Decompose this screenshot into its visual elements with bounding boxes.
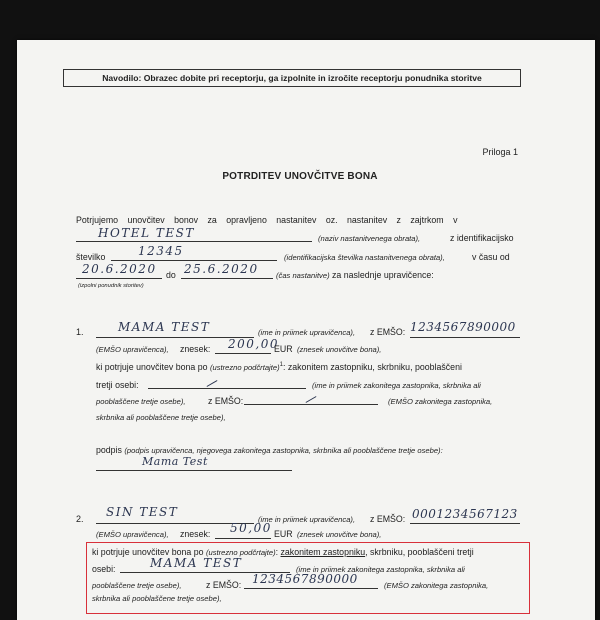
entry-1-number: 1.	[76, 327, 84, 337]
period-label: v času od	[472, 252, 510, 262]
entry-2-confirm-colon: :	[275, 547, 279, 557]
entry-2-guardian-emso-field[interactable]	[244, 588, 378, 589]
id-label: z identifikacijsko	[450, 233, 514, 243]
id-hint: (identifikacijska številka nastanitvenega obrata),	[284, 253, 445, 262]
entry-2-guardian-emso-handwritten: 1234567890000	[252, 572, 358, 586]
intro-line-1: Potrjujemo unovčitev bonov za opravljeno nastanitev oz. nastanitev z zajtrkom v	[76, 215, 458, 225]
entry-1-guardian-emso-hint: (EMŠO zakonitega zastopnika,	[388, 397, 493, 406]
entry-2-number: 2.	[76, 514, 84, 524]
entry-1-guardian-hint: (ime in priimek zakonitega zastopnika, skrbnika ali	[312, 381, 481, 390]
entry-2-confirm-hint: (ustrezno podčrtajte)	[205, 548, 276, 557]
entry-1-signature-handwritten: Mama Test	[142, 455, 208, 468]
entry-1-eur: EUR	[274, 344, 293, 354]
entry-1-guardian-emso-hint-2: skrbnika ali pooblaščene tretje osebe),	[96, 413, 226, 422]
entry-2-confirm-text: ki potrjuje unovčitev bona po	[92, 547, 204, 557]
entry-1-signature-hint: (podpis upravičenca, njegovega zakonitega zastopnika, skrbnika ali pooblaščene tretje osebe):	[124, 446, 443, 455]
entry-2-name-hint: (ime in priimek upravičenca),	[258, 515, 356, 524]
entry-1-emso-field[interactable]	[410, 337, 520, 338]
provider-handwritten: HOTEL TEST	[98, 226, 195, 240]
entry-2-amount-hint: (znesek unovčitve bona),	[297, 530, 382, 539]
entry-1-confirm	[96, 362, 462, 372]
entry-2-eur: EUR	[274, 529, 293, 539]
id-number-field[interactable]	[111, 260, 277, 261]
entry-2-amount-field[interactable]	[215, 538, 271, 539]
entry-1-amount-field[interactable]	[215, 353, 271, 354]
date-to-field[interactable]	[181, 278, 273, 279]
entry-1-emso-handwritten: 1234567890000	[410, 320, 516, 334]
entry-1-guardian-emso-label: z EMŠO:	[208, 396, 244, 406]
entry-1-guardian-emso-field[interactable]	[244, 404, 378, 405]
instruction-notice: Navodilo: Obrazec dobite pri receptorju, ga izpolnite in izročite receptorju ponudnika storitve	[63, 69, 521, 87]
date-from-field[interactable]	[76, 278, 162, 279]
entry-1-signature-field[interactable]	[96, 470, 292, 471]
entry-2-confirm-rest: , skrbniku, pooblaščeni tretji	[365, 547, 474, 557]
filled-by-hint: (izpolni ponudnik storitev)	[78, 283, 144, 289]
date-to-handwritten: 25.6.2020	[184, 262, 259, 276]
annex-label: Priloga 1	[482, 147, 518, 157]
entry-2-guardian-hint-2: pooblaščene tretje osebe),	[92, 581, 182, 590]
entry-2-cutoff-hint: skrbnika ali pooblaščene tretje osebe),	[92, 594, 222, 603]
entry-2-guardian-emso-hint: (EMŠO zakonitega zastopnika,	[384, 581, 489, 590]
date-from-handwritten: 20.6.2020	[82, 262, 157, 276]
entry-2-emso-field[interactable]	[410, 523, 520, 524]
entry-1-tretji: tretji osebi:	[96, 380, 139, 390]
entry-2-underlined-choice: zakonitem zastopniku	[280, 547, 366, 557]
entry-1-emso-hint: (EMŠO upravičenca),	[96, 345, 169, 354]
provider-hint: (naziv nastanitvenega obrata),	[318, 234, 421, 243]
entry-2-guardian-handwritten: MAMA TEST	[150, 556, 243, 570]
entry-2-guardian-emso-label: z EMŠO:	[206, 580, 242, 590]
entry-1-name-hint: (ime in priimek upravičenca),	[258, 328, 356, 337]
do-label: do	[166, 270, 176, 280]
entry-1-guardian-hint-2: pooblaščene tretje osebe),	[96, 397, 186, 406]
entry-2-emso-handwritten: 0001234567123	[412, 507, 518, 521]
entry-2-emso-label: z EMŠO:	[370, 514, 406, 524]
entry-1-signature	[96, 445, 443, 455]
entry-1-amount-label: znesek:	[180, 344, 211, 354]
entry-2-name-handwritten: SIN TEST	[106, 505, 179, 519]
entry-1-guardian-field[interactable]	[148, 388, 306, 389]
form-title: POTRDITEV UNOVČITVE BONA	[222, 171, 378, 182]
entry-1-confirm-hint: (ustrezno podčrtajte)	[209, 363, 280, 372]
footnote-1: 1	[279, 362, 283, 369]
entry-1-amount-hint: (znesek unovčitve bona),	[297, 345, 382, 354]
for-label: za naslednje upravičence:	[332, 270, 434, 280]
entry-2-guardian-hint: (ime in priimek zakonitega zastopnika, skrbnika ali	[296, 565, 465, 574]
entry-1-name-handwritten: MAMA TEST	[118, 320, 211, 334]
entry-2-osebi: osebi:	[92, 564, 116, 574]
entry-1-confirm-text: ki potrjuje unovčitev bona po	[96, 362, 208, 372]
period-hint: (čas nastanitve)	[276, 271, 330, 280]
entry-1-confirm-rest: : zakonitem zastopniku, skrbniku, pooblaščeni	[282, 362, 462, 372]
entry-1-amount-handwritten: 200,00	[228, 337, 279, 351]
entry-1-emso-label: z EMŠO:	[370, 327, 406, 337]
entry-2-emso-hint: (EMŠO upravičenca),	[96, 530, 169, 539]
entry-2-amount-label: znesek:	[180, 529, 211, 539]
stevilko-label: številko	[76, 252, 106, 262]
entry-1-signature-label: podpis	[96, 445, 122, 455]
provider-field[interactable]	[76, 241, 312, 242]
entry-2-amount-handwritten: 50,00	[230, 521, 272, 535]
id-number-handwritten: 12345	[138, 244, 184, 258]
